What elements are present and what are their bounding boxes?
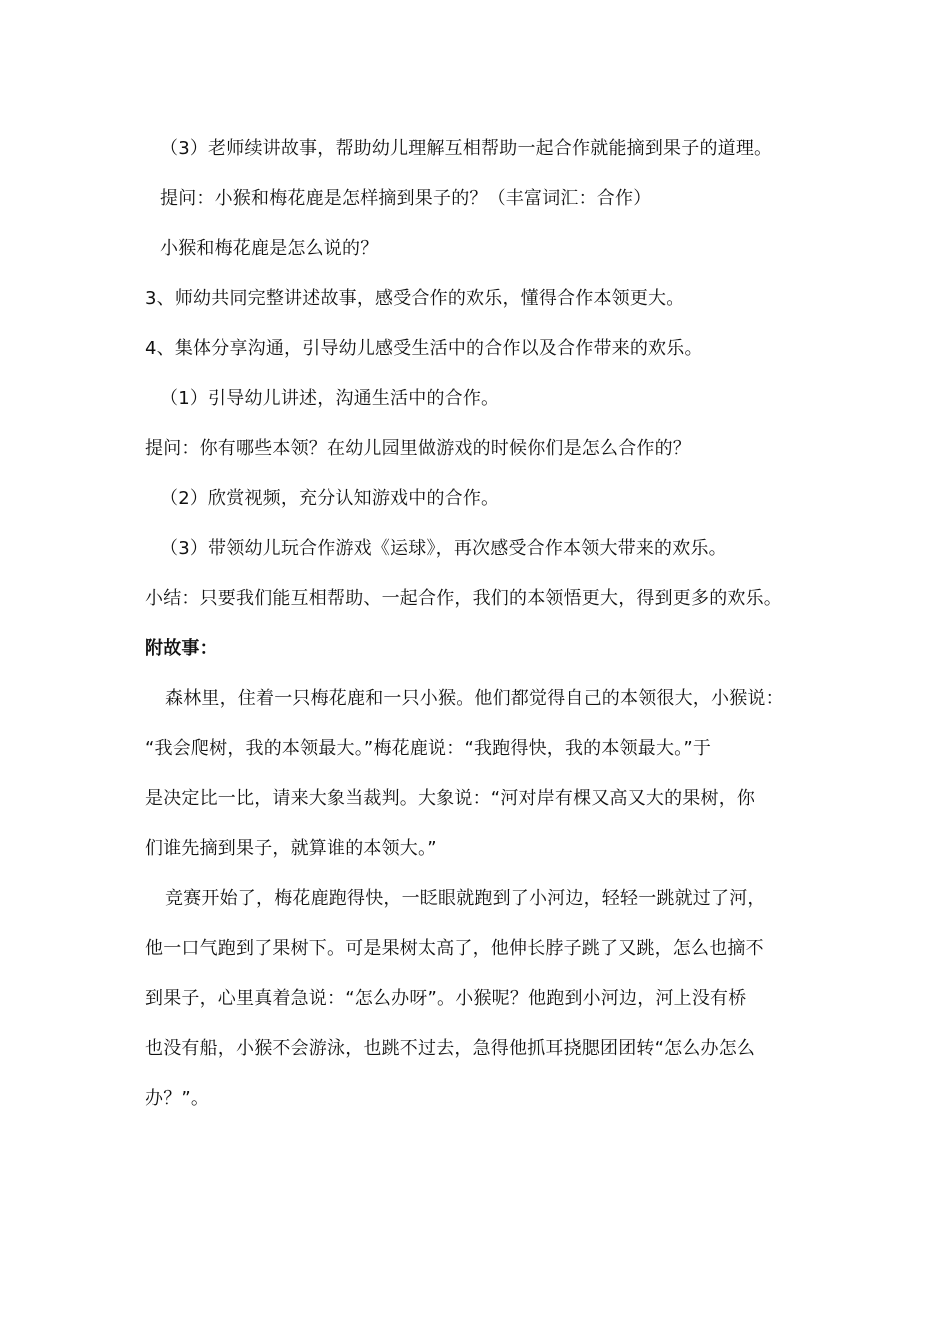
- story-line: 到果子，心里真着急说：“怎么办呀”。小猴呢？他跑到小河边，河上没有桥: [145, 988, 747, 1009]
- story-line: 也没有船，小猴不会游泳，也跳不过去，急得他抓耳挠腮团团转“怎么办怎么: [145, 1038, 756, 1059]
- paragraph-line: 4、集体分享沟通，引导幼儿感受生活中的合作以及合作带来的欢乐。: [145, 338, 703, 359]
- story-line: 是决定比一比，请来大象当裁判。大象说：“河对岸有棵又高又大的果树，你: [145, 788, 756, 809]
- paragraph-line: 提问：小猴和梅花鹿是怎样摘到果子的？（丰富词汇：合作）: [160, 188, 652, 209]
- story-line: 们谁先摘到果子，就算谁的本领大。”: [145, 838, 437, 859]
- story-line: 竞赛开始了，梅花鹿跑得快，一眨眼就跑到了小河边，轻轻一跳就过了河，: [165, 888, 766, 909]
- paragraph-line: 小猴和梅花鹿是怎么说的？: [160, 238, 379, 259]
- paragraph-line: （3）带领幼儿玩合作游戏《运球》，再次感受合作本领大带来的欢乐。: [160, 538, 727, 559]
- story-line: 办？”。: [145, 1088, 210, 1109]
- paragraph-line: 提问：你有哪些本领？在幼儿园里做游戏的时候你们是怎么合作的？: [145, 438, 691, 459]
- story-line: 他一口气跑到了果树下。可是果树太高了，他伸长脖子跳了又跳，怎么也摘不: [145, 938, 764, 959]
- paragraph-line: （1）引导幼儿讲述，沟通生活中的合作。: [160, 388, 500, 409]
- summary-line: 小结：只要我们能互相帮助、一起合作，我们的本领悟更大，得到更多的欢乐。: [145, 588, 782, 609]
- appendix-heading: 附故事：: [145, 638, 218, 659]
- paragraph-line: （3）老师续讲故事，帮助幼儿理解互相帮助一起合作就能摘到果子的道理。: [160, 138, 773, 159]
- paragraph-line: （2）欣赏视频，充分认知游戏中的合作。: [160, 488, 500, 509]
- story-line: “我会爬树，我的本领最大。”梅花鹿说：“我跑得快，我的本领最大。”于: [145, 738, 712, 759]
- paragraph-line: 3、师幼共同完整讲述故事，感受合作的欢乐，懂得合作本领更大。: [145, 288, 685, 309]
- story-line: 森林里，住着一只梅花鹿和一只小猴。他们都觉得自己的本领很大，小猴说：: [165, 688, 784, 709]
